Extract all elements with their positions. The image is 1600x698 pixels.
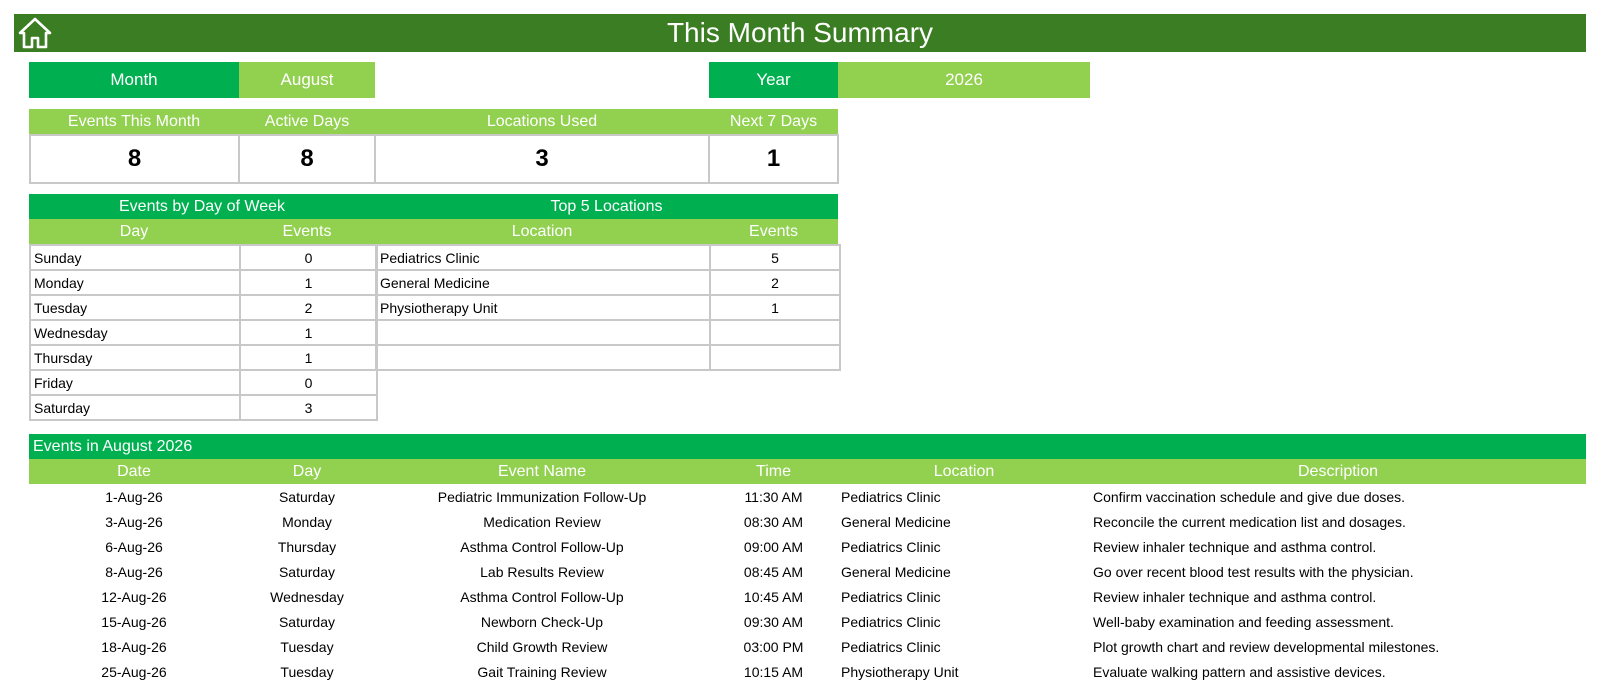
by-day-events: 0: [240, 245, 377, 270]
top-locations-table: [375, 244, 841, 371]
event-time: 08:45 AM: [743, 563, 804, 580]
event-description: Evaluate walking pattern and assistive devices.: [1093, 663, 1386, 680]
event-row: [29, 484, 1586, 509]
by-day-day: Tuesday: [30, 295, 240, 320]
event-row: [29, 609, 1586, 634]
top-location-row: [376, 345, 840, 370]
event-description: Confirm vaccination schedule and give due doses.: [1093, 488, 1406, 505]
by-day-row: [30, 320, 377, 345]
event-location: Pediatrics Clinic: [841, 613, 941, 630]
by-day-row: [30, 370, 377, 395]
top-location-row: [376, 270, 840, 295]
event-day: Saturday: [278, 613, 336, 630]
by-day-day: Thursday: [30, 345, 240, 370]
events-title: Events in August 2026: [29, 434, 1586, 459]
events-col-location: Location: [933, 462, 995, 480]
page-title: This Month Summary: [666, 17, 934, 48]
event-time: 09:00 AM: [743, 538, 804, 555]
by-day-col-day: Day: [29, 219, 239, 244]
by-day-events: 3: [240, 395, 377, 420]
year-select[interactable]: 2026: [838, 62, 1090, 98]
by-day-row: [30, 270, 377, 295]
event-time: 11:30 AM: [744, 488, 803, 505]
event-day: Saturday: [278, 563, 336, 580]
by-day-col-events: Events: [239, 219, 375, 244]
event-event-name: Pediatric Immunization Follow-Up: [437, 488, 647, 505]
top-location-name: Physiotherapy Unit: [376, 295, 710, 320]
by-day-day: Saturday: [30, 395, 240, 420]
event-time: 10:15 AM: [743, 663, 804, 680]
title-banner: [14, 14, 1586, 52]
by-day-events: 0: [240, 370, 377, 395]
year-label: Year: [709, 62, 838, 98]
event-day: Saturday: [278, 488, 336, 505]
top-location-events: [710, 345, 840, 370]
event-row: [29, 584, 1586, 609]
by-day-row: [30, 395, 377, 420]
kpi-label-events-this-month: Events This Month: [29, 109, 239, 134]
event-event-name: Lab Results Review: [480, 563, 604, 580]
event-event-name: Gait Training Review: [477, 663, 607, 680]
event-description: Go over recent blood test results with the physician.: [1093, 563, 1414, 580]
event-day: Wednesday: [270, 588, 344, 605]
month-label: Month: [29, 62, 239, 98]
event-time: 03:00 PM: [743, 638, 804, 655]
event-date: 1-Aug-26: [105, 488, 163, 505]
by-day-row: [30, 295, 377, 320]
events-col-date: Date: [117, 462, 151, 480]
events-table: [29, 459, 1586, 684]
by-day-events: 2: [240, 295, 377, 320]
top-location-row: [376, 320, 840, 345]
by-day-events: 1: [240, 270, 377, 295]
by-day-day: Friday: [30, 370, 240, 395]
event-description: Review inhaler technique and asthma control.: [1093, 588, 1377, 605]
top-location-name: General Medicine: [376, 270, 710, 295]
month-select[interactable]: August: [239, 62, 375, 98]
event-location: General Medicine: [841, 563, 951, 580]
event-event-name: Asthma Control Follow-Up: [460, 588, 624, 605]
by-day-title: Events by Day of Week: [29, 194, 375, 219]
event-row: [29, 534, 1586, 559]
top-location-events: 1: [710, 295, 840, 320]
by-day-events: 1: [240, 345, 377, 370]
by-day-day: Monday: [30, 270, 240, 295]
event-time: 10:45 AM: [743, 588, 804, 605]
event-date: 6-Aug-26: [105, 538, 163, 555]
event-description: Plot growth chart and review developmental milestones.: [1093, 638, 1440, 655]
event-date: 25-Aug-26: [101, 663, 167, 680]
event-location: General Medicine: [841, 513, 951, 530]
event-row: [29, 634, 1586, 659]
by-day-day: Wednesday: [30, 320, 240, 345]
event-date: 12-Aug-26: [101, 588, 167, 605]
events-col-event-name: Event Name: [497, 462, 587, 480]
kpi-value-locations-used: 3: [374, 134, 710, 184]
event-location: Pediatrics Clinic: [841, 588, 941, 605]
by-day-row: [30, 345, 377, 370]
event-event-name: Medication Review: [483, 513, 601, 530]
kpi-value-events-this-month: 8: [29, 134, 240, 184]
by-day-row: [30, 245, 377, 270]
event-time: 08:30 AM: [743, 513, 804, 530]
kpi-label-active-days: Active Days: [239, 109, 375, 134]
by-day-table: [29, 244, 378, 421]
event-event-name: Child Growth Review: [476, 638, 608, 655]
event-date: 3-Aug-26: [105, 513, 163, 530]
top-locations-title: Top 5 Locations: [375, 194, 838, 219]
event-event-name: Asthma Control Follow-Up: [460, 538, 624, 555]
event-date: 18-Aug-26: [101, 638, 167, 655]
kpi-value-next-7-days: 1: [708, 134, 839, 184]
event-location: Physiotherapy Unit: [841, 663, 959, 680]
event-location: Pediatrics Clinic: [841, 488, 941, 505]
event-day: Monday: [282, 513, 332, 530]
by-day-day: Sunday: [30, 245, 240, 270]
event-day: Tuesday: [280, 638, 334, 655]
top-location-row: [376, 295, 840, 320]
top-location-name: [376, 345, 710, 370]
events-col-time: Time: [756, 462, 791, 480]
event-row: [29, 559, 1586, 584]
top-location-events: 2: [710, 270, 840, 295]
event-date: 15-Aug-26: [101, 613, 167, 630]
event-day: Thursday: [277, 538, 337, 555]
event-location: Pediatrics Clinic: [841, 538, 941, 555]
events-col-description: Description: [1297, 462, 1379, 480]
event-description: Review inhaler technique and asthma control.: [1093, 538, 1377, 555]
event-row: [29, 509, 1586, 534]
event-time: 09:30 AM: [743, 613, 804, 630]
kpi-label-locations-used: Locations Used: [375, 109, 709, 134]
kpi-label-next-7-days: Next 7 Days: [709, 109, 838, 134]
event-day: Tuesday: [280, 663, 334, 680]
event-description: Reconcile the current medication list and dosages.: [1093, 513, 1406, 530]
event-description: Well-baby examination and feeding assessment.: [1093, 613, 1394, 630]
kpi-value-active-days: 8: [238, 134, 376, 184]
home-icon[interactable]: [18, 17, 52, 49]
top-location-events: [710, 320, 840, 345]
events-col-day: Day: [292, 462, 322, 480]
top-locations-col-events: Events: [709, 219, 838, 244]
event-location: Pediatrics Clinic: [841, 638, 941, 655]
event-date: 8-Aug-26: [105, 563, 163, 580]
event-event-name: Newborn Check-Up: [480, 613, 604, 630]
top-location-name: Pediatrics Clinic: [376, 245, 710, 270]
top-location-events: 5: [710, 245, 840, 270]
top-location-row: [376, 245, 840, 270]
top-locations-col-location: Location: [375, 219, 709, 244]
event-row: [29, 659, 1586, 684]
by-day-events: 1: [240, 320, 377, 345]
top-location-name: [376, 320, 710, 345]
events-header-row: [29, 459, 1586, 484]
